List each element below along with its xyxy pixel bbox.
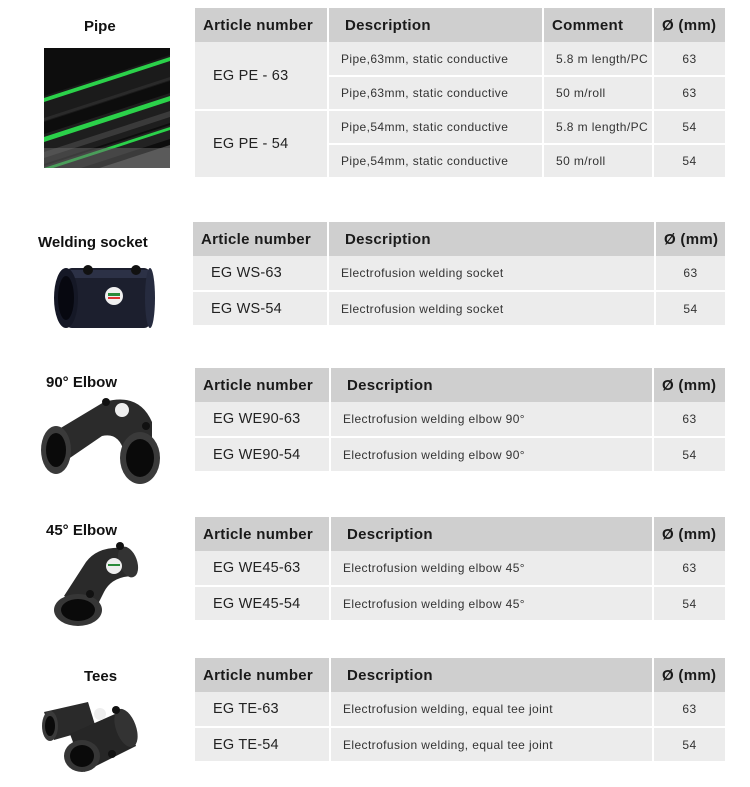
section-title-elbow45: 45° Elbow [46, 522, 118, 539]
diameter: 54 [653, 144, 725, 178]
elbow45-table [195, 517, 725, 622]
description: Pipe,63mm, static conductive [328, 42, 543, 76]
table-row [195, 402, 725, 437]
description: Electrofusion welding socket [328, 256, 655, 291]
welding-socket-image [50, 256, 160, 336]
description: Electrofusion welding elbow 45° [330, 586, 653, 621]
header-diameter: Ø (mm) [655, 222, 725, 256]
article-number: EG TE-54 [195, 727, 330, 762]
diameter: 63 [655, 256, 725, 291]
comment: 5.8 m length/PC [543, 110, 653, 144]
diameter: 54 [653, 727, 725, 762]
comment: 5.8 m length/PC [543, 42, 653, 76]
diameter: 63 [653, 402, 725, 437]
diameter: 63 [653, 551, 725, 586]
elbow90-image [34, 392, 164, 490]
article-number: EG WE90-63 [195, 402, 330, 437]
description: Electrofusion welding elbow 45° [330, 551, 653, 586]
article-number: EG PE - 54 [195, 110, 328, 178]
diameter: 54 [655, 291, 725, 326]
table-row [195, 692, 725, 727]
description: Electrofusion welding, equal tee joint [330, 692, 653, 727]
tees-table [195, 658, 725, 763]
table-row [195, 551, 725, 586]
article-number: EG WS-63 [193, 256, 328, 291]
header-article: Article number [195, 368, 330, 402]
header-comment: Comment [543, 8, 653, 42]
description: Electrofusion welding socket [328, 291, 655, 326]
comment: 50 m/roll [543, 76, 653, 110]
table-row [193, 256, 725, 291]
article-number: EG WE45-63 [195, 551, 330, 586]
section-title-welding-socket: Welding socket [38, 234, 148, 251]
pipe-table [195, 8, 725, 179]
description: Pipe,54mm, static conductive [328, 110, 543, 144]
table-row [195, 110, 725, 144]
header-article: Article number [195, 8, 328, 42]
table-row [195, 727, 725, 762]
diameter: 54 [653, 110, 725, 144]
header-description: Description [330, 368, 653, 402]
welding-socket-table [193, 222, 725, 327]
header-article: Article number [195, 517, 330, 551]
elbow45-image [46, 540, 142, 632]
section-title-tees: Tees [84, 668, 118, 685]
pipe-image [44, 48, 170, 168]
header-diameter: Ø (mm) [653, 517, 725, 551]
table-row [195, 42, 725, 76]
diameter: 54 [653, 586, 725, 621]
article-number: EG PE - 63 [195, 42, 328, 110]
header-description: Description [330, 658, 653, 692]
description: Pipe,63mm, static conductive [328, 76, 543, 110]
header-diameter: Ø (mm) [653, 8, 725, 42]
article-number: EG WS-54 [193, 291, 328, 326]
description: Electrofusion welding elbow 90° [330, 402, 653, 437]
header-description: Description [328, 222, 655, 256]
header-diameter: Ø (mm) [653, 368, 725, 402]
diameter: 63 [653, 692, 725, 727]
comment: 50 m/roll [543, 144, 653, 178]
diameter: 63 [653, 42, 725, 76]
table-row [193, 291, 725, 326]
article-number: EG TE-63 [195, 692, 330, 727]
article-number: EG WE45-54 [195, 586, 330, 621]
section-title-pipe: Pipe [84, 18, 116, 35]
header-diameter: Ø (mm) [653, 658, 725, 692]
header-description: Description [330, 517, 653, 551]
header-description: Description [328, 8, 543, 42]
header-article: Article number [195, 658, 330, 692]
section-title-elbow90: 90° Elbow [46, 374, 118, 391]
table-row [195, 586, 725, 621]
diameter: 54 [653, 437, 725, 472]
header-article: Article number [193, 222, 328, 256]
description: Electrofusion welding elbow 90° [330, 437, 653, 472]
description: Pipe,54mm, static conductive [328, 144, 543, 178]
tees-image [40, 684, 140, 782]
description: Electrofusion welding, equal tee joint [330, 727, 653, 762]
article-number: EG WE90-54 [195, 437, 330, 472]
diameter: 63 [653, 76, 725, 110]
elbow90-table [195, 368, 725, 473]
table-row [195, 437, 725, 472]
